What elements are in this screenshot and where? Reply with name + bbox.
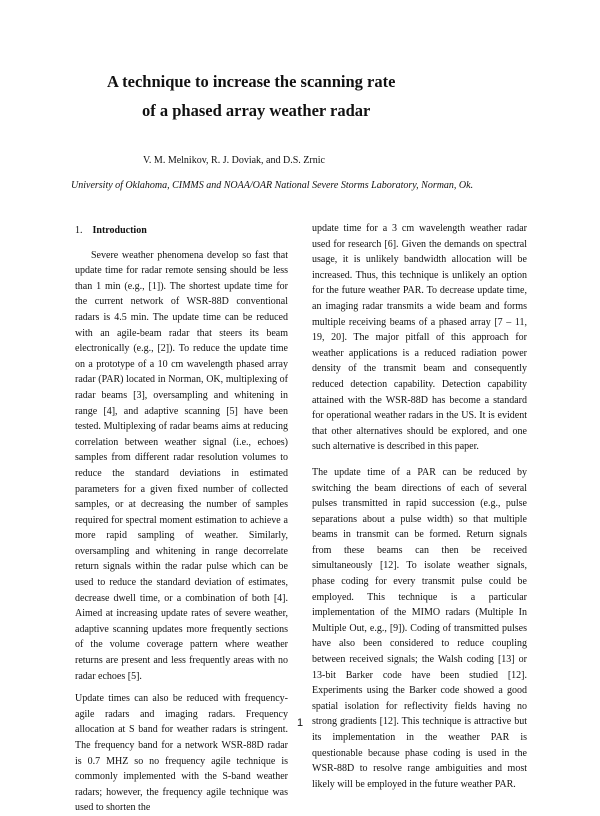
paper-title-line-2: of a phased array weather radar: [142, 101, 371, 120]
affiliation: University of Oklahoma, CIMMS and NOAA/OAR National Severe Storms Laboratory, Norman, Ok.: [71, 180, 474, 191]
right-column: [312, 221, 527, 792]
paper-title-line-1: A technique to increase the scanning rate: [107, 72, 396, 91]
section-title: Introduction: [92, 225, 147, 236]
paragraph-left-2: Update times can also be reduced with frequency-agile radars and imaging radars. Frequency allocation at S band for weather radars is stringent. The frequency band for a network WSR-88D radar is 0.7 MHZ so no frequency agile technique is commonly implemented with the S-band weather radars; however, the frequency agile technique was used to shorten the: [75, 693, 288, 814]
paragraph-left-1: Severe weather phenomena develop so fast that update time for radar remote sensing should be less than 1 min (e.g., [1]). The shortest update time for the current network of WSR-88D conventional radars is 4.5 min. The update time can be reduced with an agile-beam radar that steers its beam electronically (e.g., [2]). To reduce the update time on a prototype of a 10 cm wavelength phased array radar (PAR) located in Norman, OK, multiplexing of radar beams [3], oversampling and whitening in range [4], and adaptive scanning [5] have been tested. Multiplexing of radar beams aims at reducing correlation between weather signal (i.e., echoes) samples from different radar resolution volumes to reduce the standard deviations in estimated parameters for a given fixed number of collected samples, or at decreasing the number of samples required for spectral moment estimation to achieve a more rapid sampling of weather. Similarly, oversampling and whitening in range decorrelate return signals within the radar pulse which can be used to reduce the standard deviation of estimates, decrease dwell time, or a combination of both [4]. Aimed at increasing update rates of severe weather, adaptive scanning updates more frequently sections of the volume coverage pattern where weather returns are present and less frequently areas with no radar echoes [5].: [75, 249, 288, 682]
paragraph-right-2: The update time of a PAR can be reduced by switching the beam directions of each of several pulses transmitted in rapid succession (e.g., pulse separations about a pulse width) so that multiple beams in transmit can be formed. Return signals from these beams can then be received simultaneously [12]. To isolate weather signals, phase coding for every transmit pulse could be employed. This technique is a particular implementation of the MIMO radars (Multiple In Multiple Out, e.g., [9]). Coding of transmitted pulses have also been considered to reduce coupling between received signals; the Walsh coding [13] or 13-bit Barker code have been studied [12]. Experiments using the Barker code showed a good spatial isolation for reflectivity fields having no strong gradients [12]. This technique is attractive but its implementation in the weather PAR is questionable because phase coding is used in the WSR-88D to resolve range ambiguities and most likely will be employed in the future weather PAR.: [312, 466, 527, 790]
section-number: 1.: [75, 225, 83, 236]
page-number: 1: [296, 717, 304, 729]
section-heading: [75, 223, 288, 239]
paragraph-right-1: update time for a 3 cm wavelength weather radar used for research [6]. Given the demands on spectral usage, it is unlikely bandwidth allocation will be increased. Thus, this technique is unlikely an option for the future weather PAR. To decrease update time, an imaging radar transmits a wide beam and forms multiple receiving beams of a phased array [7 – 11, 19, 20]. The major pitfall of this approach for weather applications is a reduced radiation power density of the transmit beam and consequently reduced detection capability. Detection capability attained with the WSR-88D has become a standard for operational weather radars in the US. It is evident that other alternatives should be explored, and one such alternative is described in this paper.: [312, 223, 527, 453]
authors: V. M. Melnikov, R. J. Doviak, and D.S. Zrnic: [143, 155, 325, 166]
